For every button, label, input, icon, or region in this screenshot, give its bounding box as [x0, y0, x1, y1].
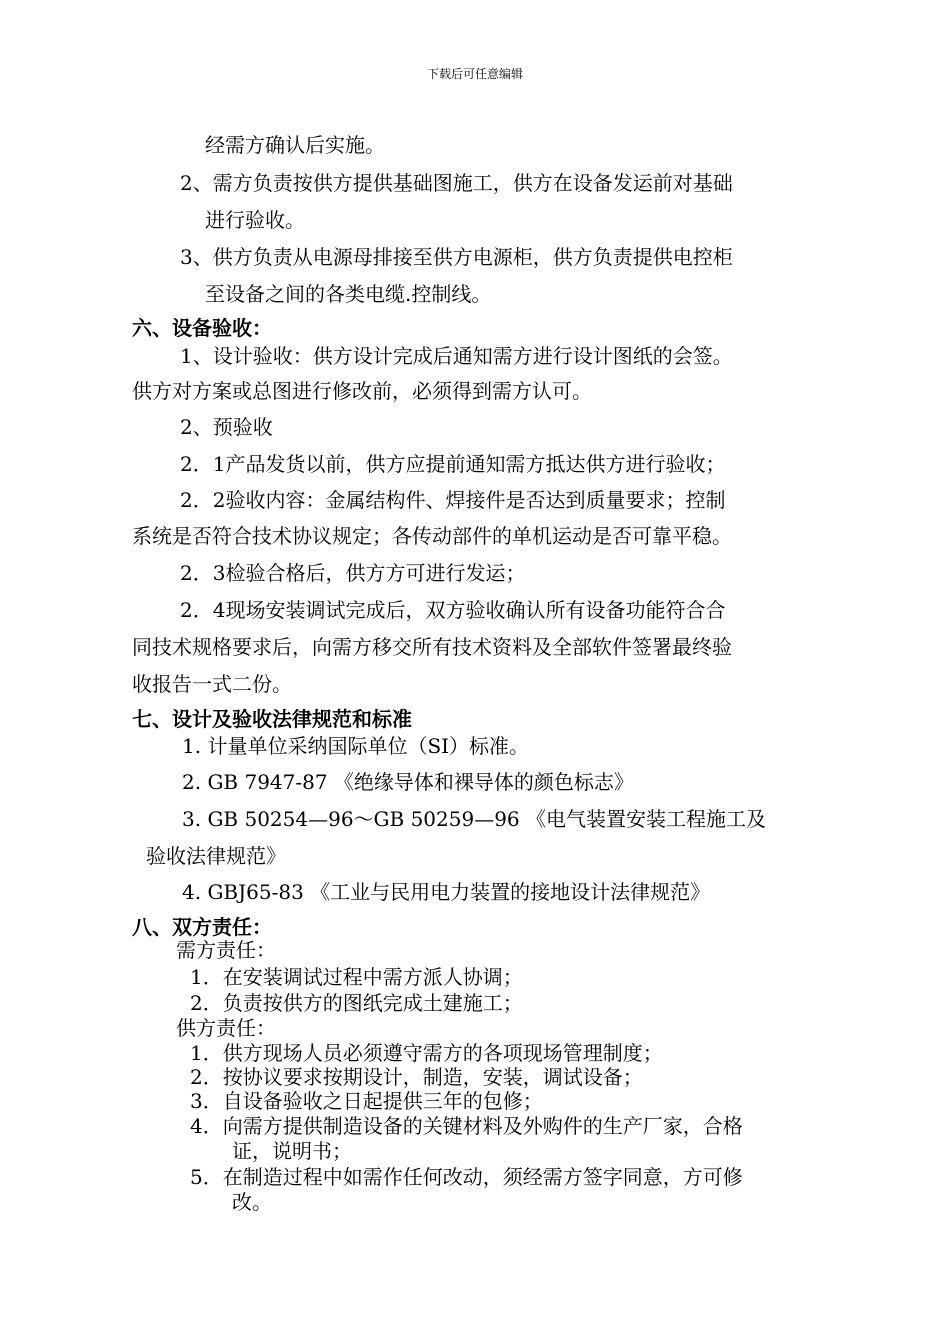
list-item-2: 2、需方负责按供方提供基础图施工，供方在设备发运前对基础 [180, 171, 733, 195]
buyer-item-2: 2．负责按供方的图纸完成土建施工； [190, 991, 523, 1015]
supplier-item-2: 2．按协议要求按期设计，制造，安装，调试设备； [190, 1065, 643, 1089]
supplier-item-1: 1．供方现场人员必须遵守需方的各项现场管理制度； [190, 1041, 663, 1065]
paragraph-2-2: 2．2验收内容：金属结构件、焊接件是否达到质量要求；控制 [180, 488, 726, 512]
paragraph-1: 1、设计验收：供方设计完成后通知需方进行设计图纸的会签。 [180, 344, 733, 368]
section-6-heading: 六、设备验收： [132, 316, 272, 340]
section-7-heading: 七、设计及验收法律规范和标准 [132, 707, 412, 731]
header-note: 下载后可任意编辑 [426, 67, 523, 81]
section-8-heading: 八、双方责任： [132, 915, 272, 939]
paragraph-2-2-cont: 系统是否符合技术协议规定；各传动部件的单机运动是否可靠平稳。 [132, 524, 732, 548]
paragraph-1-cont: 供方对方案或总图进行修改前，必须得到需方认可。 [132, 379, 592, 403]
paragraph-2-4-cont2: 收报告一式二份。 [132, 672, 292, 696]
list-item-3-cont: 至设备之间的各类电缆.控制线。 [205, 282, 492, 306]
paragraph-2-1: 2．1产品发货以前，供方应提前通知需方抵达供方进行验收； [180, 452, 726, 476]
paragraph-2-3: 2．3检验合格后，供方方可进行发运； [180, 561, 526, 585]
supplier-label: 供方责任： [176, 1016, 276, 1040]
supplier-item-4: 4．向需方提供制造设备的关键材料及外购件的生产厂家，合格 [190, 1114, 743, 1138]
supplier-item-5: 5．在制造过程中如需作任何改动，须经需方签字同意，方可修 [190, 1165, 743, 1189]
supplier-item-5-cont: 改。 [232, 1190, 272, 1214]
list-item-2-cont: 进行验收。 [205, 208, 305, 232]
buyer-item-1: 1．在安装调试过程中需方派人协调； [190, 965, 523, 989]
standard-item-3-cont: 验收法律规范》 [146, 844, 286, 868]
supplier-item-4-cont: 证，说明书； [232, 1139, 352, 1163]
buyer-label: 需方责任： [176, 938, 276, 962]
paragraph-2: 2、预验收 [180, 415, 273, 439]
standard-item-4: 4. GBJ65-83 《工业与民用电力装置的接地设计法律规范》 [182, 880, 711, 904]
supplier-item-3: 3．自设备验收之日起提供三年的包修； [190, 1089, 543, 1113]
paragraph-2-4-cont: 同技术规格要求后，向需方移交所有技术资料及全部软件签署最终验 [132, 635, 732, 659]
standard-item-1: 1. 计量单位采纳国际单位（SI）标准。 [182, 734, 530, 758]
standard-item-3: 3. GB 50254—96～GB 50259—96 《电气装置安装工程施工及 [182, 807, 767, 831]
paragraph-line: 经需方确认后实施。 [205, 133, 385, 157]
paragraph-2-4: 2．4现场安装调试完成后，双方验收确认所有设备功能符合合 [180, 598, 726, 622]
standard-item-2: 2. GB 7947-87 《绝缘导体和裸导体的颜色标志》 [182, 770, 634, 794]
list-item-3: 3、供方负责从电源母排接至供方电源柜，供方负责提供电控柜 [180, 245, 733, 269]
